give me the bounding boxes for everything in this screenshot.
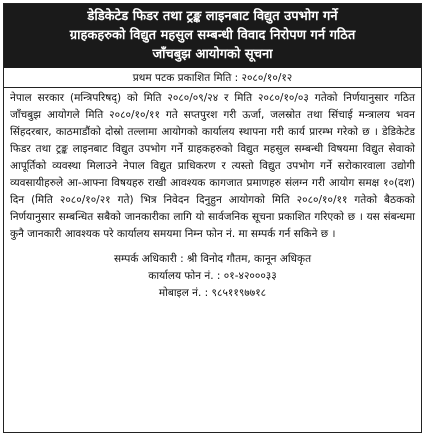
publication-date: प्रथम पटक प्रकाशित मिति : २०८०/१०/१२: [4, 68, 421, 88]
mobile-number: मोबाइल नं. : ९८५११९७७१८: [158, 287, 267, 299]
notice-body: [4, 88, 421, 302]
header-title-line: ग्राहकहरुको विद्युत महसुल सम्बन्धी विवाद निरोपण गर्न गठित: [69, 28, 356, 43]
notice-paragraph: नेपाल सरकार (मन्त्रिपरिषद्) को मिति २०८०/०९/२४ र मिति २०८०/१०/०३ गतेको निर्णयानुसार गठित जाँचबुझ आयोगले मिति २०८०/१०/११ गते सप्तपुरश गरी ऊर्जा, जलस्रोत तथा सिंचाई मन्त्रालय भवन सिंहदरबार, काठमाडौंको दोस्रो तल्लामा आयोगको कार्यालय स्थापना गरी कार्य प्रारम्भ गरेको छ । डेडिकेटेड फिडर तथा ट्रङ्क लाइनबाट विद्युत उपभोग गर्ने ग्राहकहरुको विद्युत महसुल सम्बन्धी विषयमा विद्युत सेवाको आपूर्तिको व्यवस्था मिलाउने नेपाल विद्युत प्राधिकरण र त्यस्तो विद्युत उपभोग गर्ने सरोकारवाला उद्योगी व्यवसायीहरुले आ-आफ्ना विषयहरु राखी आवश्यक कागजात प्रमाणहरु संलग्न गरी आयोग समक्ष १०(दश) दिन (मिति २०८०/१०/२१ गते) भित्र निवेदन दिनुहुन आयोगको मिति २०८०/१०/११ गतेको बैठकको निर्णयानुसार सम्बन्धित सबैको जानकारीका लागि यो सार्वजनिक सूचना प्रकाशित गरिएको छ । यस संबन्धमा कुनै जानकारी आवश्यक परे कार्यालय समयमा निम्न फोन नं. मा सम्पर्क गर्न सकिने छ ।: [10, 92, 415, 240]
public-notice: [3, 3, 422, 433]
contact-block: [10, 251, 415, 302]
header-title-line: जाँचबुझ आयोगको सूचना: [152, 47, 273, 62]
notice-header: [4, 4, 421, 68]
contact-officer: सम्पर्क अधिकारी : श्री विनोद गौतम, कानून अधिकृत: [113, 253, 312, 265]
office-phone: कार्यालय फोन नं. : ०१-४२०००३३: [148, 270, 277, 282]
header-title-line: डेडिकेटेड फिडर तथा ट्रङ्क लाइनबाट विद्युत उपभोग गर्ने: [87, 9, 338, 24]
